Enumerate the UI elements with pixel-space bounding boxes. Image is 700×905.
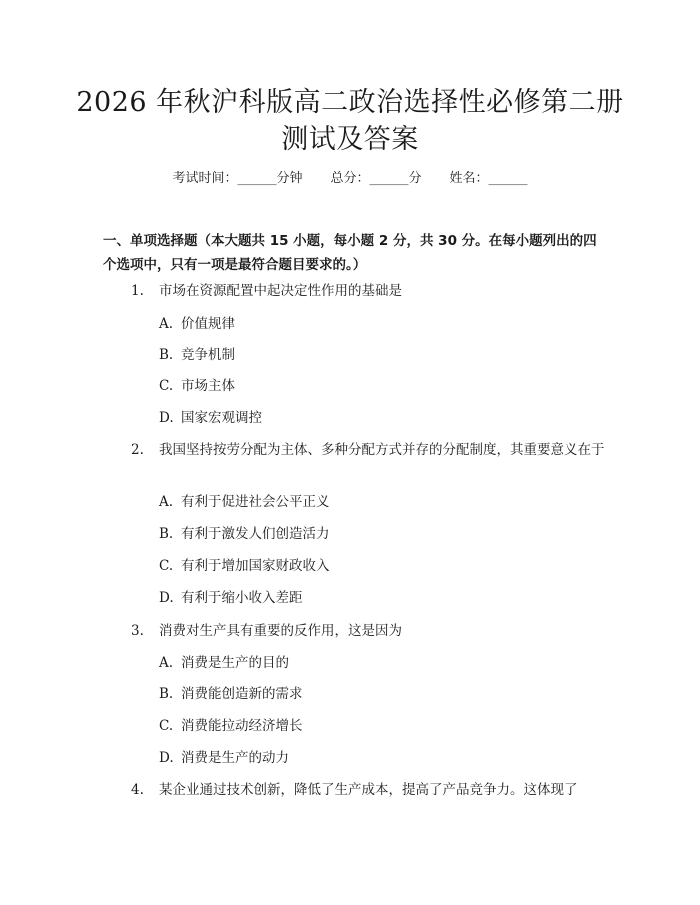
question-number: 1.: [131, 283, 144, 299]
question-1-option-a: [159, 314, 235, 334]
option-text: 市场主体: [181, 378, 235, 394]
option-letter: B.: [159, 526, 174, 542]
student-name-field: 姓名：______: [449, 171, 528, 186]
option-text: 有利于激发人们创造活力: [181, 526, 330, 542]
question-3: [103, 619, 608, 644]
option-letter: B.: [159, 686, 174, 702]
option-text: 有利于增加国家财政收入: [181, 558, 330, 574]
question-text: 市场在资源配置中起决定性作用的基础是: [159, 283, 402, 299]
option-text: 消费能拉动经济增长: [181, 718, 303, 734]
option-letter: A.: [159, 316, 174, 332]
question-number: 2.: [131, 442, 144, 458]
question-2: [103, 438, 608, 463]
option-letter: D.: [159, 410, 174, 426]
option-letter: C.: [159, 378, 174, 394]
option-letter: C.: [159, 718, 174, 734]
option-text: 竞争机制: [181, 347, 235, 363]
document-title-line1: 2026 年秋沪科版高二政治选择性必修第二册: [76, 87, 624, 118]
question-4: [103, 778, 608, 803]
option-letter: D.: [159, 750, 174, 766]
option-text: 国家宏观调控: [181, 410, 262, 426]
question-3-option-b: [159, 684, 303, 704]
option-text: 消费是生产的目的: [181, 655, 289, 671]
option-text: 有利于促进社会公平正义: [181, 494, 330, 510]
question-number: 3.: [131, 623, 144, 639]
question-1-option-d: [159, 408, 262, 428]
option-text: 有利于缩小收入差距: [181, 590, 303, 606]
option-text: 消费是生产的动力: [181, 750, 289, 766]
option-letter: C.: [159, 558, 174, 574]
question-text: 消费对生产具有重要的反作用，这是因为: [159, 623, 402, 639]
option-letter: D.: [159, 590, 174, 606]
option-letter: B.: [159, 347, 174, 363]
question-number: 4.: [131, 782, 144, 798]
question-1-option-c: [159, 376, 235, 396]
question-2-option-c: [159, 556, 330, 576]
question-text: 我国坚持按劳分配为主体、多种分配方式并存的分配制度，其重要意义在于: [159, 442, 605, 458]
option-text: 价值规律: [181, 316, 235, 332]
question-3-option-d: [159, 748, 289, 768]
exam-meta: [0, 170, 700, 188]
question-2-option-b: [159, 524, 330, 544]
question-3-option-a: [159, 653, 289, 673]
question-1-option-b: [159, 345, 235, 365]
question-3-option-c: [159, 716, 303, 736]
document-title-line2: 测试及答案: [281, 124, 419, 155]
total-score-field: 总分：______分: [330, 171, 422, 186]
section-heading-single-choice: 一、单项选择题（本大题共 15 小题，每小题 2 分，共 30 分。在每小题列出的四个选项中，只有一项是最符合题目要求的。）: [103, 233, 597, 273]
option-letter: A.: [159, 494, 174, 510]
question-2-option-d: [159, 588, 303, 608]
question-text: 某企业通过技术创新，降低了生产成本，提高了产品竞争力。这体现了: [159, 782, 578, 798]
question-2-option-a: [159, 492, 330, 512]
exam-time-field: 考试时间：______分钟: [172, 171, 303, 186]
question-1: [103, 279, 608, 304]
option-text: 消费能创造新的需求: [181, 686, 303, 702]
option-letter: A.: [159, 655, 174, 671]
